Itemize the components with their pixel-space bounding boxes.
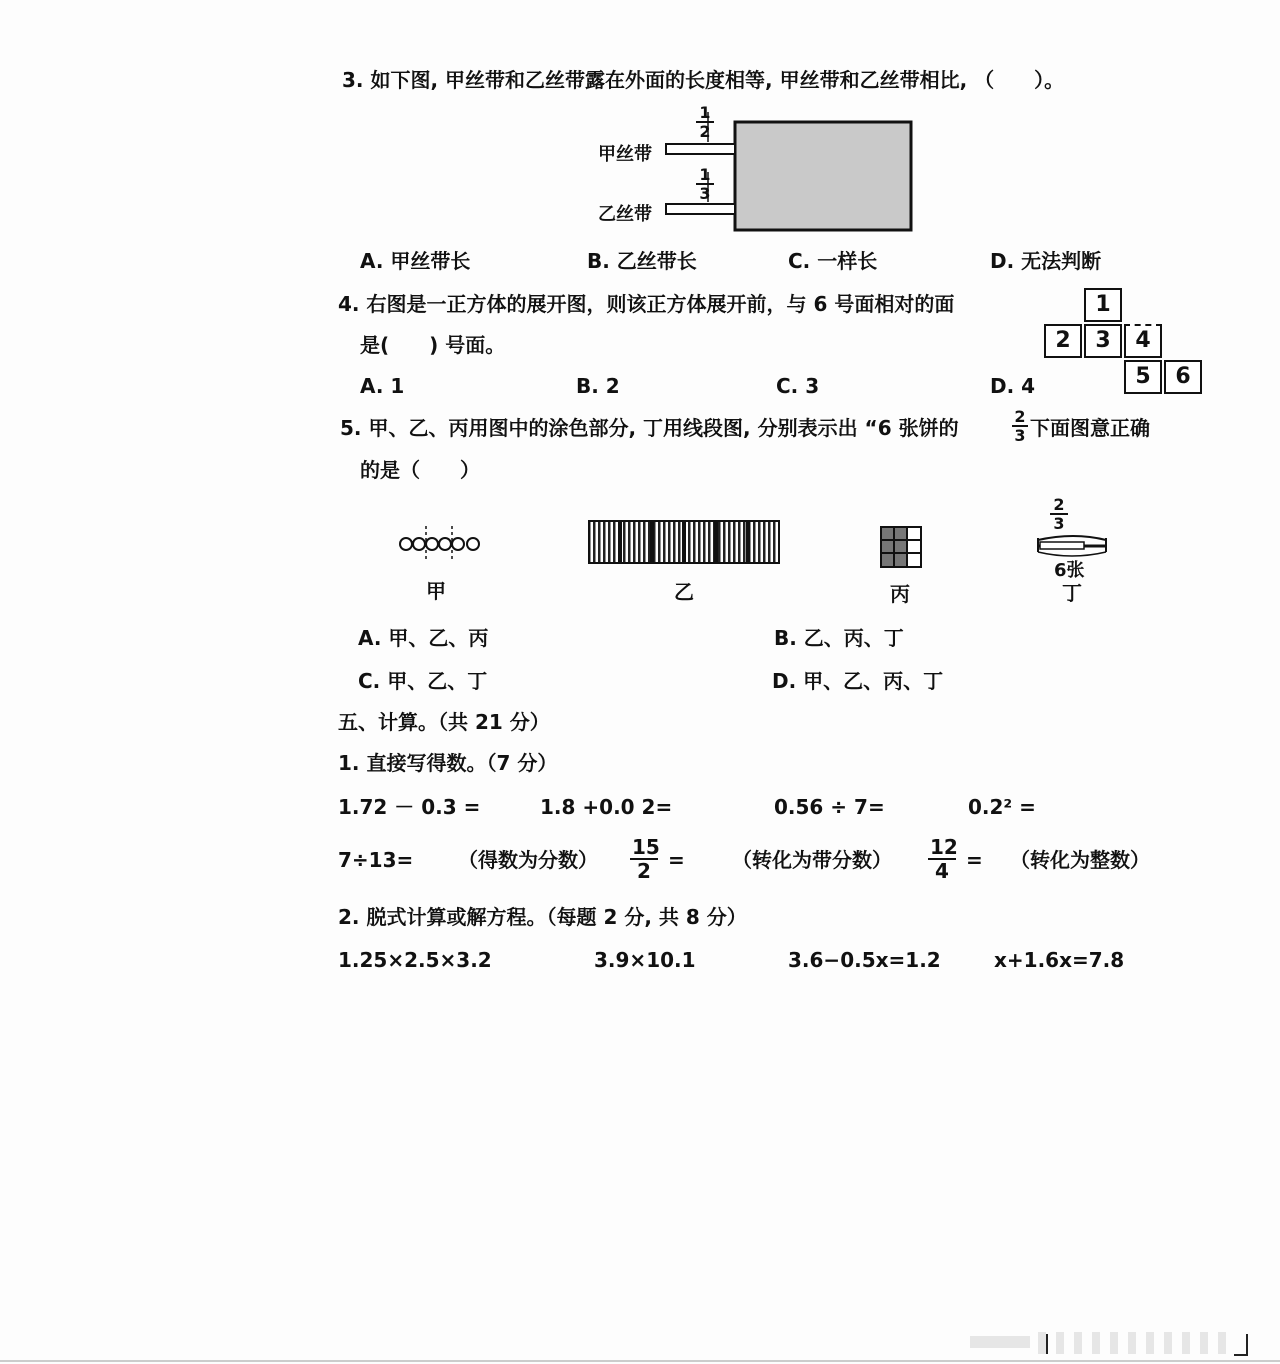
q4-option-a[interactable]: A. 1 — [360, 374, 405, 398]
cube-face-1: 1 — [1084, 288, 1122, 322]
section5-sub2: 2. 脱式计算或解方程。（每题 2 分, 共 8 分） — [338, 905, 747, 929]
q5-stem-line1a: 5. 甲、乙、丙用图中的涂色部分, 丁用线段图, 分别表示出 “6 张饼的 — [340, 416, 959, 440]
calc-2: 1.8 +0.0 2= — [540, 795, 673, 819]
q3-option-c[interactable]: C. 一样长 — [788, 249, 878, 273]
q3-label-jia: 甲丝带 — [598, 144, 652, 165]
step-calc-2: 3.9×10.1 — [594, 948, 696, 972]
cube-face-4: 4 — [1124, 324, 1162, 358]
calc-7-fraction: $\frac{12}{4}$ — [930, 835, 958, 883]
q3-option-a[interactable]: A. 甲丝带长 — [360, 249, 471, 273]
calc-5: 7÷13= — [338, 848, 414, 872]
q5-stem-line2: 的是（ ） — [360, 458, 480, 482]
equation-2: x+1.6x=7.8 — [994, 948, 1125, 972]
fig-jia-circles — [398, 524, 488, 564]
cube-face-2: 2 — [1044, 324, 1082, 358]
cube-face-6: 6 — [1164, 360, 1202, 394]
q5-option-c[interactable]: C. 甲、乙、丁 — [358, 669, 488, 693]
section5-sub1: 1. 直接写得数。（7 分） — [338, 751, 558, 775]
q3-label-yi: 乙丝带 — [598, 204, 652, 225]
calc-7-note: （转化为整数） — [1010, 848, 1150, 872]
step-calc-1: 1.25×2.5×3.2 — [338, 948, 492, 972]
scan-artifact-bars — [960, 1330, 1260, 1360]
fig-ding-count: 6张 — [1054, 560, 1085, 581]
equation-1: 3.6−0.5x=1.2 — [788, 948, 941, 972]
q3-stem: 3. 如下图, 甲丝带和乙丝带露在外面的长度相等, 甲丝带和乙丝带相比, （ ）。 — [342, 68, 1065, 92]
q3-fraction-half: $\frac{1}{2}$ — [696, 104, 714, 140]
calc-6-note: （转化为带分数） — [732, 848, 892, 872]
calc-7-equals: = — [966, 848, 983, 872]
fig-label-jia: 甲 — [426, 579, 446, 603]
q4-stem-line1: 4. 右图是一正方体的展开图，则该正方体展开前，与 6 号面相对的面 — [338, 292, 955, 316]
fig-bing-grid — [880, 526, 922, 568]
fig-label-ding: 丁 — [1062, 581, 1082, 605]
calc-3: 0.56 ÷ 7= — [774, 795, 885, 819]
q5-stem-fraction: $\frac{2}{3}$ — [1012, 408, 1028, 444]
page-bottom-edge — [0, 1360, 1280, 1362]
section5-title: 五、计算。（共 21 分） — [338, 710, 550, 734]
q3-option-d[interactable]: D. 无法判断 — [990, 249, 1102, 273]
calc-5-note: （得数为分数） — [458, 848, 598, 872]
fig-label-bing: 丙 — [890, 582, 910, 606]
cube-face-5: 5 — [1124, 360, 1162, 394]
q4-option-c[interactable]: C. 3 — [776, 374, 820, 398]
q4-option-b[interactable]: B. 2 — [576, 374, 620, 398]
q3-fraction-third: $\frac{1}{3}$ — [696, 166, 714, 202]
calc-4: 0.2² = — [968, 795, 1036, 819]
calc-6-fraction: $\frac{15}{2}$ — [632, 835, 660, 883]
cube-face-3: 3 — [1084, 324, 1122, 358]
q3-ribbon-figure — [660, 118, 920, 238]
q5-option-b[interactable]: B. 乙、丙、丁 — [774, 626, 904, 650]
q5-option-a[interactable]: A. 甲、乙、丙 — [358, 626, 489, 650]
calc-6-equals: = — [668, 848, 685, 872]
q4-stem-line2: 是( ) 号面。 — [360, 333, 506, 357]
calc-1: 1.72 － 0.3 = — [338, 795, 481, 819]
fig-yi-rectangles — [588, 520, 780, 564]
fig-ding-fraction: $\frac{2}{3}$ — [1050, 496, 1068, 532]
fig-ding-segment — [1034, 534, 1110, 560]
q4-option-d[interactable]: D. 4 — [990, 374, 1036, 398]
fig-label-yi: 乙 — [674, 580, 694, 604]
q5-stem-line1b: 下面图意正确 — [1030, 416, 1150, 440]
q3-option-b[interactable]: B. 乙丝带长 — [587, 249, 697, 273]
q5-option-d[interactable]: D. 甲、乙、丙、丁 — [772, 669, 944, 693]
